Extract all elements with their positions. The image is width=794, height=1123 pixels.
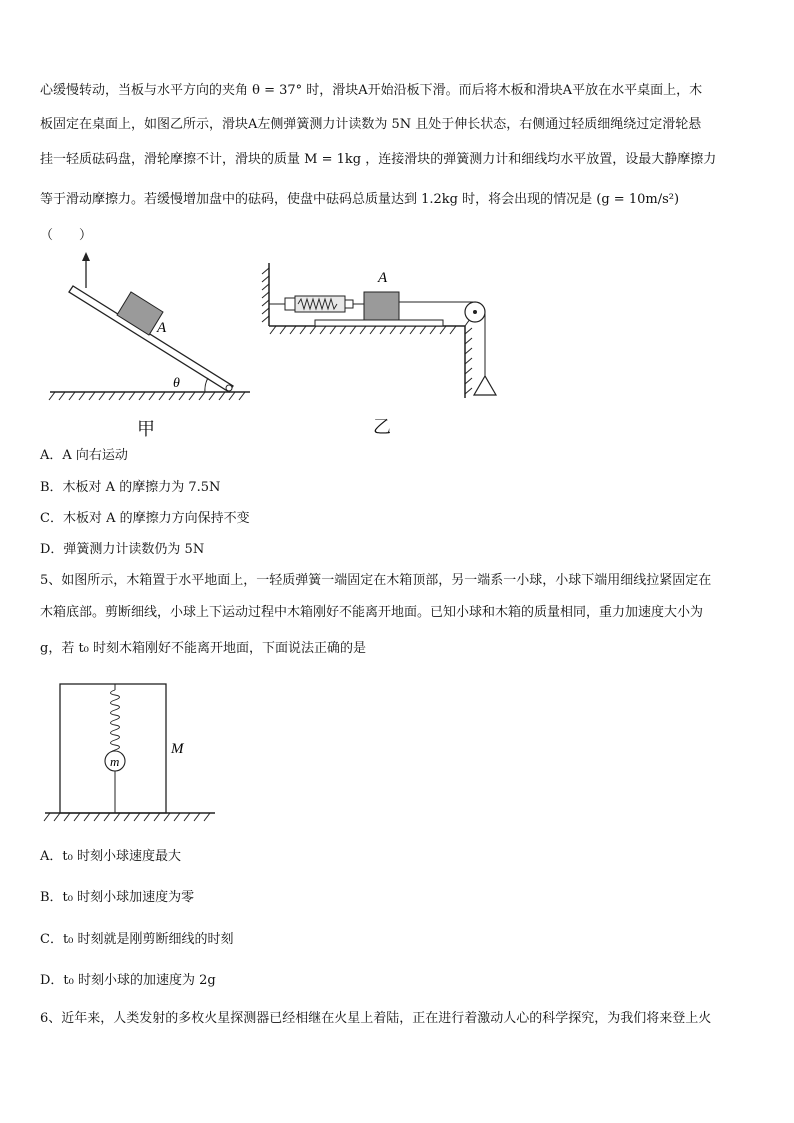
q4-option-a: A．A 向右运动 [40, 448, 128, 463]
q5-line-3: g，若 t₀ 时刻木箱刚好不能离开地面，下面说法正确的是 [40, 641, 367, 656]
block-a-label-yi: A [378, 270, 388, 286]
box-m-label: M [171, 741, 184, 757]
q5-option-d: D．t₀ 时刻小球的加速度为 2g [40, 973, 216, 988]
figure-box-spring [40, 680, 240, 830]
figure-yi-caption: 乙 [373, 417, 391, 438]
angle-theta-label: θ [173, 376, 180, 391]
q5-line-2: 木箱底部。剪断细线，小球上下运动过程中木箱刚好不能离开地面。已知小球和木箱的质量相同，重力加速度大小为 [40, 605, 704, 620]
block-a-label: A [157, 320, 167, 336]
q4-option-c: C．木板对 A 的摩擦力方向保持不变 [40, 511, 250, 526]
answer-paren: （ ） [40, 228, 93, 243]
figure-yi-table [260, 258, 500, 408]
q4-line-1: 心缓慢转动，当板与水平方向的夹角 θ = 37° 时，滑块A开始沿板下滑。而后将木板和滑块A平放在水平桌面上，木 [40, 83, 703, 98]
q4-line-4: 等于滑动摩擦力。若缓慢增加盘中的砝码，使盘中砝码总质量达到 1.2kg 时，将会出现的情况是 (g = 10m/s²) [40, 192, 680, 207]
q5-line-1: 5、如图所示，木箱置于水平地面上，一轻质弹簧一端固定在木箱顶部，另一端系一小球，小球下端用细线拉紧固定在 [40, 573, 712, 588]
q5-option-b: B．t₀ 时刻小球加速度为零 [40, 890, 195, 905]
q5-option-c: C．t₀ 时刻就是刚剪断细线的时刻 [40, 932, 234, 947]
q6-line-1: 6、近年来，人类发射的多枚火星探测器已经相继在火星上着陆，正在进行着激动人心的科学探究，为我们将来登上火 [40, 1011, 712, 1026]
q4-line-2: 板固定在桌面上，如图乙所示，滑块A左侧弹簧测力计读数为 5N 且处于伸长状态，右侧通过轻质细绳绕过定滑轮悬 [40, 117, 702, 132]
figure-jia-caption: 甲 [137, 419, 155, 440]
q4-line-3: 挂一轻质砝码盘，滑轮摩擦不计，滑块的质量 M = 1kg ，连接滑块的弹簧测力计和细线均水平放置，设最大静摩擦力 [40, 152, 717, 167]
figure-jia-incline [45, 250, 265, 435]
q4-option-b: B．木板对 A 的摩擦力为 7.5N [40, 480, 221, 495]
ball-m-label: m [110, 754, 120, 769]
q5-option-a: A．t₀ 时刻小球速度最大 [40, 849, 181, 864]
q4-option-d: D．弹簧测力计读数仍为 5N [40, 542, 205, 557]
